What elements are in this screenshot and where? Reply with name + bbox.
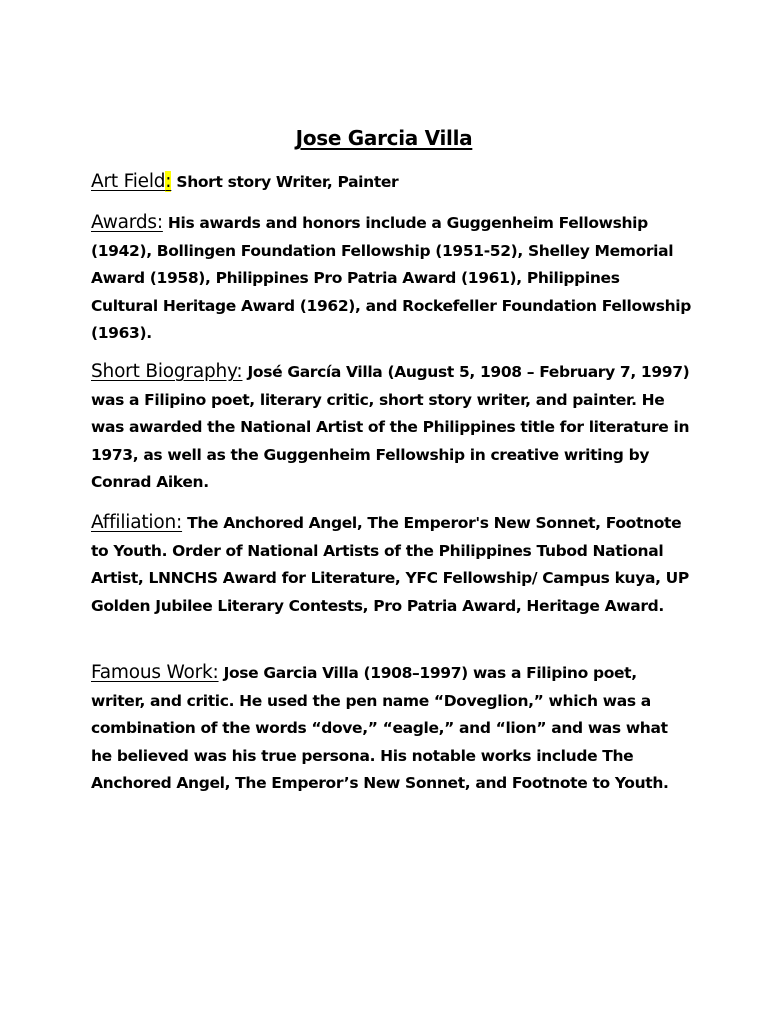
short-biography-text: José García Villa (August 5, 1908 – February 7, 1997) was a Filipino poet, literary critic, short story writer, and painter. He was awarded the National Artist of the Philippines title for literature in 1973, as well as the Guggenheim Fellowship in creative writing by Conrad Aiken. (91, 363, 690, 491)
famous-work-label: Famous Work: (91, 662, 219, 683)
art-field-text: Short story Writer, Painter (176, 173, 399, 191)
awards-section (91, 209, 691, 348)
art-field-label-text: Art Field (91, 171, 166, 192)
short-biography-label: Short Biography: (91, 361, 243, 382)
famous-work-section (91, 659, 691, 798)
affiliation-text: The Anchored Angel, The Emperor's New Sonnet, Footnote to Youth. Order of National Artists of the Philippines Tubod National Artist, LNNCHS Award for Literature, YFC Fellowship/ Campus kuya, UP Golden Jubilee Literary Contests, Pro Patria Award, Heritage Award. (91, 514, 689, 615)
famous-work-text: Jose Garcia Villa (1908–1997) was a Filipino poet, writer, and critic. He used the pen name “Doveglion,” which was a combination of the words “dove,” “eagle,” and “lion” and was what he believed was his true persona. His notable works include The Anchored Angel, The Emperor’s New Sonnet, and Footnote to Youth. (91, 664, 669, 792)
art-field-colon-highlight: : (165, 171, 172, 192)
art-field-label (91, 171, 171, 192)
affiliation-label: Affiliation: (91, 512, 183, 533)
document-title: Jose Garcia Villa (295, 126, 473, 150)
awards-label: Awards: (91, 212, 163, 233)
awards-text: His awards and honors include a Guggenheim Fellowship (1942), Bollingen Foundation Fellowship (1951-52), Shelley Memorial Award (1958), Philippines Pro Patria Award (1961), Philippines Cultural Heritage Award (1962), and Rockefeller Foundation Fellowship (1963). (91, 214, 692, 342)
short-biography-section (91, 358, 691, 497)
affiliation-section (91, 509, 691, 620)
art-field-section (91, 168, 691, 197)
